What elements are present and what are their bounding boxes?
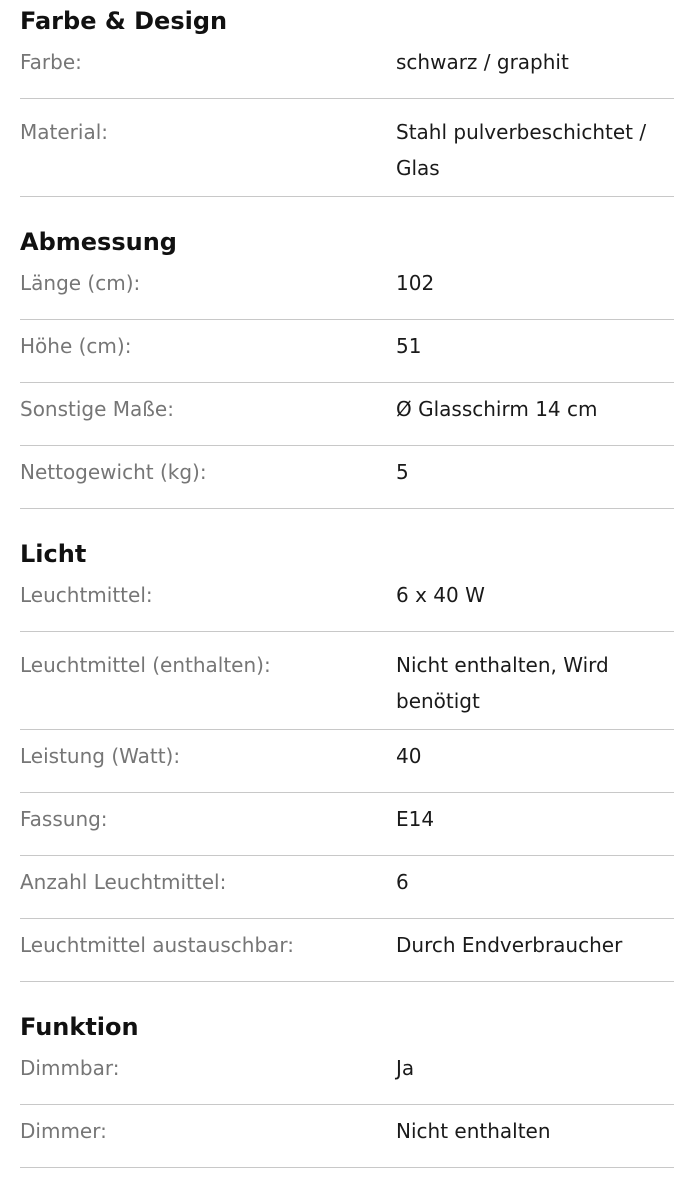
spec-value: Ø Glasschirm 14 cm bbox=[396, 397, 598, 421]
spec-row-dimmbar bbox=[20, 1042, 674, 1105]
spec-label: Dimmbar: bbox=[20, 1056, 120, 1080]
spec-value: Nicht enthalten bbox=[396, 1119, 551, 1143]
spec-label: Farbe: bbox=[20, 50, 82, 74]
spec-row-nettogewicht bbox=[20, 446, 674, 509]
spec-label: Leuchtmittel (enthalten): bbox=[20, 653, 271, 677]
section-licht bbox=[20, 509, 674, 982]
spec-row-fassung bbox=[20, 793, 674, 856]
spec-row-sonstige-masse bbox=[20, 383, 674, 446]
spec-value: 5 bbox=[396, 460, 409, 484]
spec-value: E14 bbox=[396, 807, 435, 831]
spec-value: 40 bbox=[396, 744, 422, 768]
spec-row-material bbox=[20, 99, 674, 197]
spec-label: Fassung: bbox=[20, 807, 108, 831]
spec-value: 51 bbox=[396, 334, 422, 358]
section-funktion bbox=[20, 982, 674, 1168]
section-abmessung bbox=[20, 197, 674, 509]
spec-row-austauschbar bbox=[20, 919, 674, 982]
spec-row-leistung bbox=[20, 730, 674, 793]
section-title: Funktion bbox=[20, 1013, 139, 1041]
spec-value: Ja bbox=[396, 1056, 415, 1080]
spec-row-dimmer bbox=[20, 1105, 674, 1168]
spec-value: Durch Endverbraucher bbox=[396, 933, 623, 957]
section-title: Farbe & Design bbox=[20, 7, 228, 35]
spec-label: Nettogewicht (kg): bbox=[20, 460, 207, 484]
spec-label: Dimmer: bbox=[20, 1119, 107, 1143]
section-title: Abmessung bbox=[20, 228, 177, 256]
spec-value: schwarz / graphit bbox=[396, 50, 569, 74]
section-farbe-design bbox=[20, 0, 674, 197]
spec-row-leuchtmittel-enthalten bbox=[20, 632, 674, 730]
spec-label: Sonstige Maße: bbox=[20, 397, 174, 421]
spec-value: 6 bbox=[396, 870, 409, 894]
spec-value: Nicht enthalten, Wird benötigt bbox=[396, 653, 609, 713]
spec-value: 102 bbox=[396, 271, 435, 295]
spec-row-anzahl-leuchtmittel bbox=[20, 856, 674, 919]
spec-row-hoehe bbox=[20, 320, 674, 383]
section-title: Licht bbox=[20, 540, 87, 568]
spec-value: 6 x 40 W bbox=[396, 583, 485, 607]
spec-label: Leistung (Watt): bbox=[20, 744, 181, 768]
spec-label: Leuchtmittel austauschbar: bbox=[20, 933, 295, 957]
spec-label: Anzahl Leuchtmittel: bbox=[20, 870, 227, 894]
spec-label: Länge (cm): bbox=[20, 271, 141, 295]
spec-label: Material: bbox=[20, 120, 108, 144]
spec-row-laenge bbox=[20, 257, 674, 320]
spec-label: Höhe (cm): bbox=[20, 334, 132, 358]
spec-label: Leuchtmittel: bbox=[20, 583, 153, 607]
spec-value: Stahl pulverbeschichtet / Glas bbox=[396, 120, 647, 180]
spec-row-farbe bbox=[20, 36, 674, 99]
spec-row-leuchtmittel bbox=[20, 569, 674, 632]
